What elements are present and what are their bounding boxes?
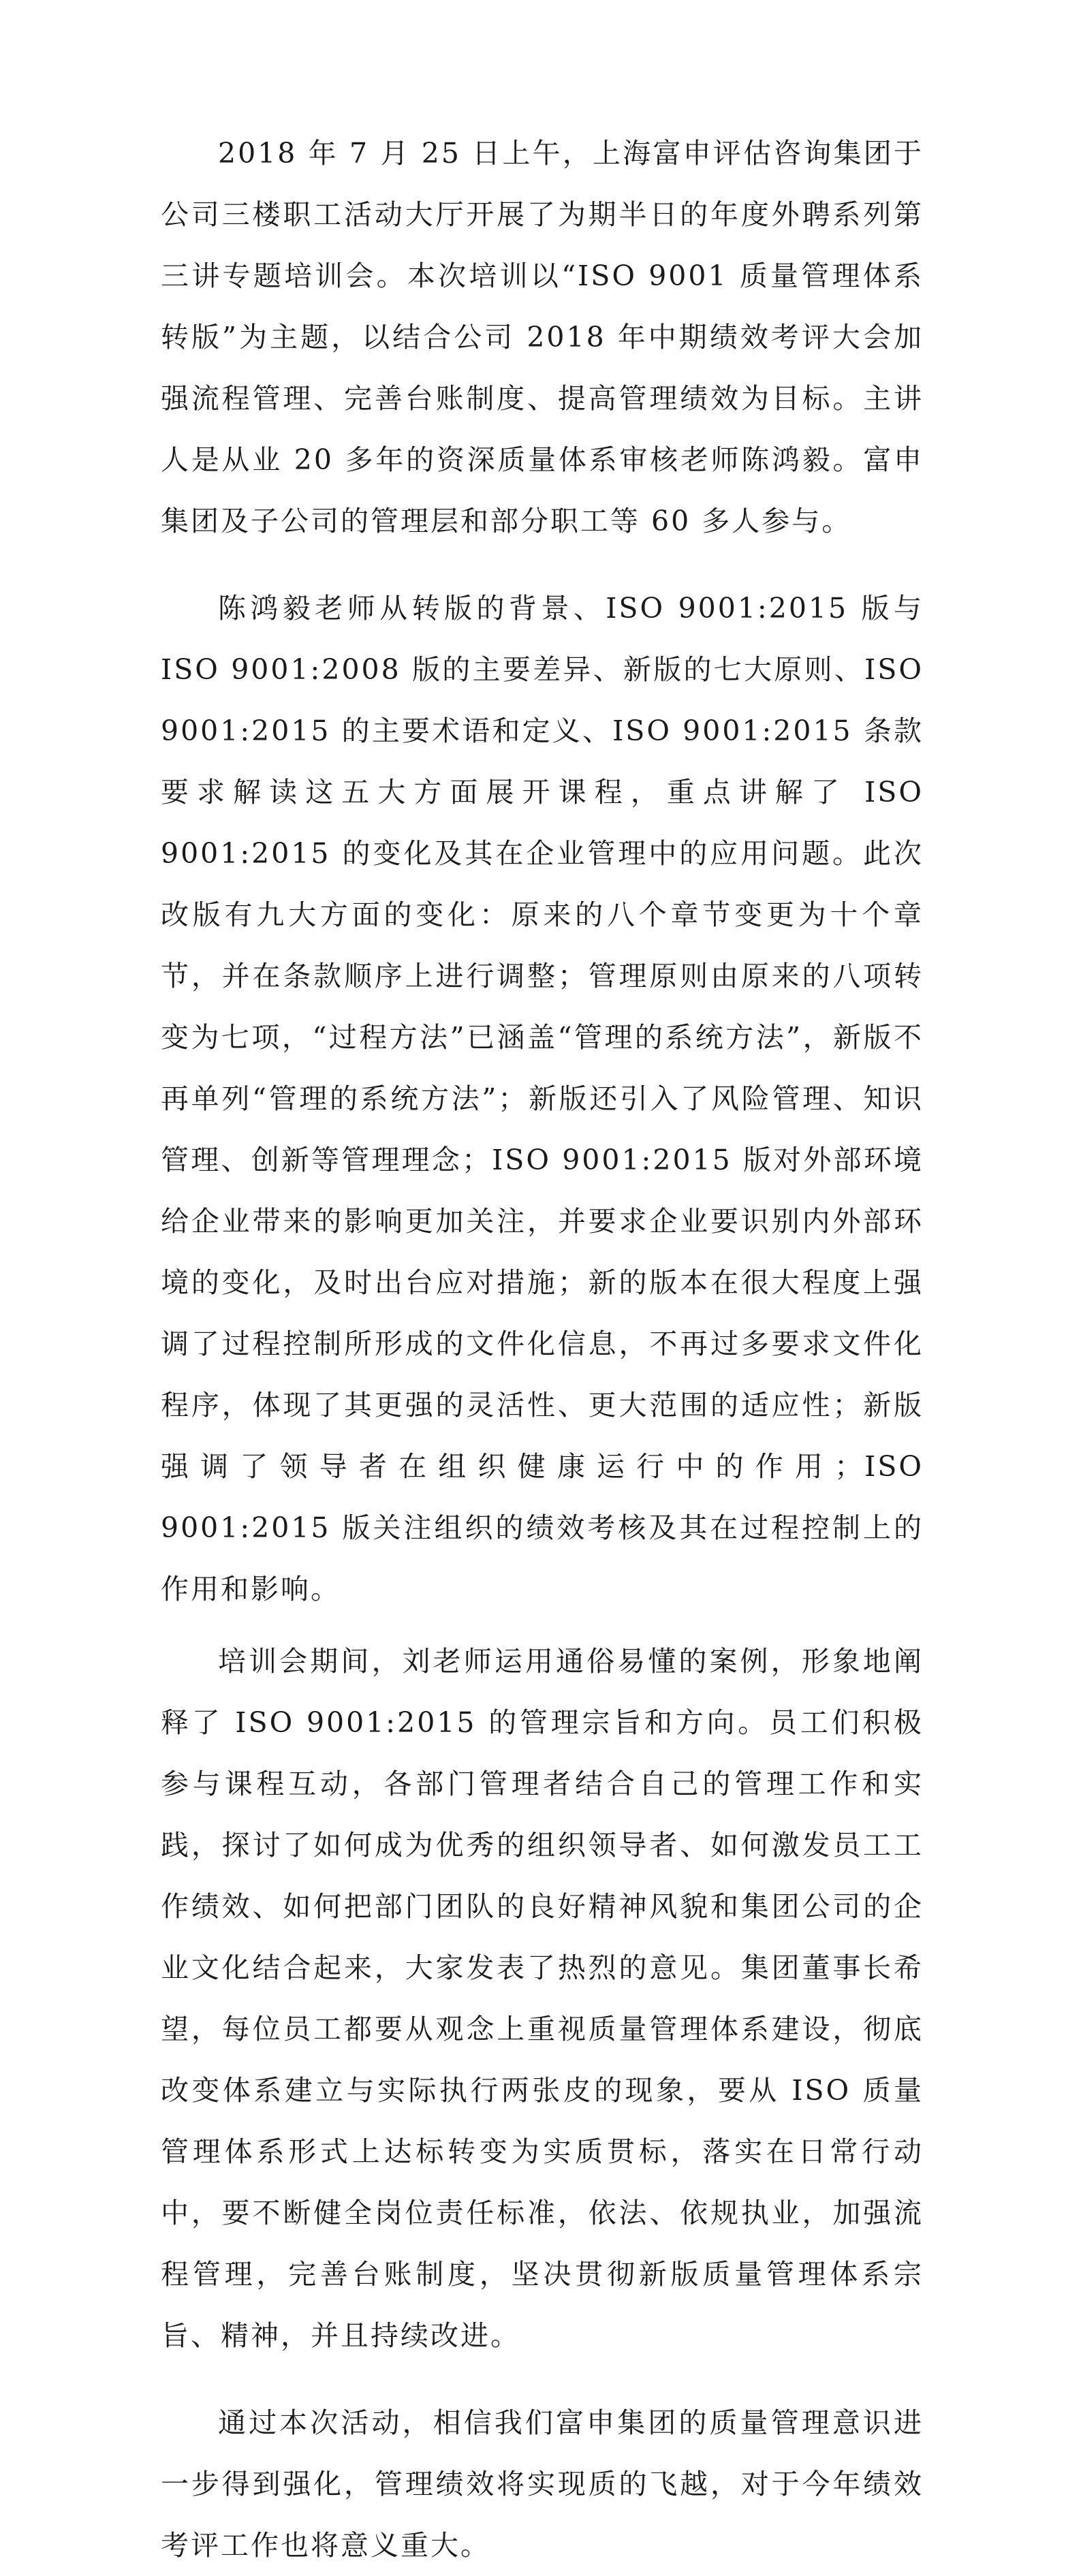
- paragraph-interaction-and-expectations: 培训会期间，刘老师运用通俗易懂的案例，形象地阐释了 ISO 9001:2015 的管理宗旨和方向。员工们积极参与课程互动，各部门管理者结合自己的管理工作和实践，探讨了如何成为优秀的组织领导者、如何激发员工工作绩效、如何把部门团队的良好精神风貌和集团公司的企业文化结合起来，大家发表了热烈的意见。集团董事长希望，每位员工都要从观念上重视质量管理体系建设，彻底改变体系建立与实际执行两张皮的现象，要从 ISO 质量管理体系形式上达标转变为实质贯标，落实在日常行动中，要不断健全岗位责任标准，依法、依规执业，加强流程管理，完善台账制度，坚决贯彻新版质量管理体系宗旨、精神，并且持续改进。: [161, 1645, 924, 2352]
- paragraph-conclusion: 通过本次活动，相信我们富申集团的质量管理意识进一步得到强化，管理绩效将实现质的飞越，对于今年绩效考评工作也将意义重大。: [161, 2406, 924, 2562]
- article-body: [161, 123, 924, 2576]
- paragraph-course-content: 陈鸿毅老师从转版的背景、ISO 9001:2015 版与 ISO 9001:2008 版的主要差异、新版的七大原则、ISO 9001:2015 的主要术语和定义、ISO 9001:2015 条款要求解读这五大方面展开课程，重点讲解了 ISO 9001:2015 的变化及其在企业管理中的应用问题。此次改版有九大方面的变化：原来的八个章节变更为十个章节，并在条款顺序上进行调整；管理原则由原来的八项转变为七项，“过程方法”已涵盖“管理的系统方法”，新版不再单列“管理的系统方法”；新版还引入了风险管理、知识管理、创新等管理理念；ISO 9001:2015 版对外部环境给企业带来的影响更加关注，并要求企业要识别内外部环境的变化，及时出台应对措施；新的版本在很大程度上强调了过程控制所形成的文件化信息，不再过多要求文件化程序，体现了其更强的灵活性、更大范围的适应性；新版强调了领导者在组织健康运行中的作用；ISO 9001:2015 版关注组织的绩效考核及其在过程控制上的作用和影响。: [161, 592, 924, 1605]
- paragraph-training-overview: 2018 年 7 月 25 日上午，上海富申评估咨询集团于公司三楼职工活动大厅开展了为期半日的年度外聘系列第三讲专题培训会。本次培训以“ISO 9001 质量管理体系转版”为主题，以结合公司 2018 年中期绩效考评大会加强流程管理、完善台账制度、提高管理绩效为目标。主讲人是从业 20 多年的资深质量体系审核老师陈鸿毅。富申集团及子公司的管理层和部分职工等 60 多人参与。: [161, 137, 924, 537]
